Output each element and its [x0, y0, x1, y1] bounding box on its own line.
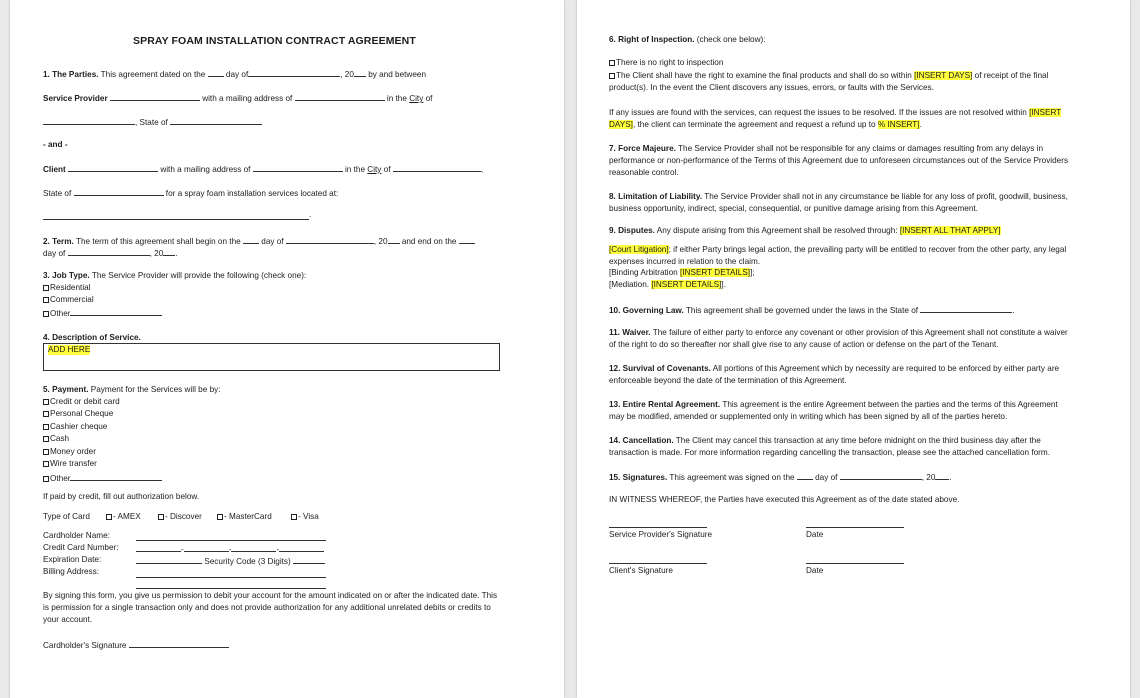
- option-label: - Discover: [165, 512, 202, 521]
- cancellation-paragraph: [609, 435, 1074, 459]
- entire-agreement-text: This agreement is the entire Agreement between the parties and the terms of this Agreement may be modified, amended or supplemented only in writing which has been signed by all of the parties hereto.: [609, 400, 1058, 421]
- signed-month-field[interactable]: [840, 471, 922, 480]
- job-type-text: The Service Provider will provide the following (check one):: [91, 271, 307, 280]
- option-label: Wire transfer: [50, 459, 97, 468]
- security-code-field[interactable]: [293, 555, 325, 564]
- checkbox[interactable]: [43, 424, 49, 430]
- day-field[interactable]: [208, 68, 224, 77]
- inspection-option-examine[interactable]: [609, 70, 1069, 94]
- inspection-heading-line: [609, 35, 766, 45]
- checkbox[interactable]: [43, 461, 49, 467]
- description-box[interactable]: [43, 343, 500, 371]
- checkbox[interactable]: [43, 476, 49, 482]
- inspection-issues-text: [609, 107, 1074, 131]
- insert-details-placeholder: [INSERT DETAILS]: [651, 280, 722, 289]
- option-label: Other: [50, 309, 71, 318]
- entire-agreement-heading: 13. Entire Rental Agreement.: [609, 400, 721, 409]
- issues-text: , the client can terminate the agreement and request a refund up to: [632, 120, 876, 129]
- signatures-line: [609, 471, 952, 483]
- of-label: of: [383, 165, 391, 174]
- option-label: Residential: [50, 283, 91, 292]
- security-code-label: Security Code (3 Digits): [204, 557, 291, 566]
- option-label: Credit or debit card: [50, 397, 120, 406]
- inspection-heading: 6. Right of Inspection.: [609, 35, 695, 44]
- in-the-label: in the: [344, 165, 366, 174]
- disputes-text: Any dispute arising from this Agreement shall be resolved through:: [656, 226, 898, 235]
- description-placeholder: ADD HERE: [48, 345, 91, 354]
- court-litigation-placeholder: [Court Litigation]: [609, 245, 669, 254]
- term-line-2: [43, 247, 178, 259]
- term-text: day of: [261, 237, 284, 246]
- state-label: , State of: [135, 118, 168, 127]
- card-number-field[interactable]: - - -: [136, 543, 324, 555]
- option-label: There is no right to inspection: [616, 58, 724, 67]
- option-label: Money order: [50, 447, 96, 456]
- mailing-address-label: with a mailing address of: [202, 94, 293, 103]
- governing-state-field[interactable]: [920, 304, 1015, 315]
- document-title: SPRAY FOAM INSTALLATION CONTRACT AGREEMENT: [133, 35, 416, 47]
- option-label: Cashier cheque: [50, 422, 108, 431]
- location-field[interactable]: [43, 219, 309, 220]
- card-number-label: Credit Card Number:: [43, 543, 119, 552]
- option-label: - AMEX: [113, 512, 141, 521]
- term-start-day-field[interactable]: [243, 235, 259, 244]
- mediation-text: [Mediation.: [609, 280, 650, 289]
- insert-all-placeholder: [INSERT ALL THAT APPLY]: [899, 226, 1001, 235]
- survival-paragraph: [609, 363, 1074, 387]
- year-field[interactable]: [354, 68, 366, 77]
- state-label: State of: [43, 189, 72, 198]
- service-provider-signature-label: Service Provider's Signature: [609, 530, 713, 539]
- term-text: The term of this agreement shall begin on the: [75, 237, 241, 246]
- checkbox[interactable]: [217, 514, 223, 520]
- insert-percent-placeholder: % INSERT]: [877, 120, 920, 129]
- checkbox[interactable]: [609, 60, 615, 66]
- option-label: Cash: [50, 434, 70, 443]
- term-start-month-field[interactable]: [286, 235, 374, 244]
- cardholder-signature-line: [43, 639, 229, 651]
- payment-option[interactable]: [43, 434, 69, 444]
- option-label: - MasterCard: [224, 512, 272, 521]
- card-type-visa[interactable]: [291, 512, 319, 522]
- cardholder-signature-label: Cardholder's Signature: [43, 641, 127, 650]
- document-page-1: [10, 0, 564, 698]
- liability-text: The Service Provider shall not in any circumstance be liable for any loss of profit, goodwill, business, business opportunity, indirect, special, consequential, or punitive damage arising from this Agreement.: [609, 192, 1068, 213]
- city-label: City: [367, 165, 382, 174]
- entire-agreement-paragraph: [609, 399, 1074, 423]
- waiver-paragraph: [609, 327, 1074, 351]
- payment-option[interactable]: [43, 447, 96, 457]
- billing-address-field[interactable]: [136, 577, 326, 578]
- disputes-heading: 9. Disputes.: [609, 226, 655, 235]
- payment-line: [43, 385, 221, 395]
- term-end-day-field[interactable]: [459, 235, 475, 244]
- parties-heading: 1. The Parties.: [43, 70, 99, 79]
- liability-heading: 8. Limitation of Liability.: [609, 192, 703, 201]
- force-majeure-text: The Service Provider shall not be responsible for any claims or damages resulting from any delays in performance or non-performance of the Terms of this Agreement due to unforeseen circumstances out of the Service Providers reasonable control.: [609, 144, 1069, 177]
- litigation-body: ; if either Party brings legal action, the prevailing party will be entitled to recover from the other party, any legal expenses incurred in relation to the claim.: [609, 245, 1067, 266]
- litigation-text: [609, 244, 1074, 268]
- service-provider-state-field[interactable]: [170, 116, 262, 125]
- card-type-discover[interactable]: [158, 512, 202, 522]
- term-line-1: [43, 235, 475, 247]
- card-type-label: Type of Card: [43, 512, 90, 521]
- and-separator: - and -: [43, 140, 68, 149]
- cardholder-name-label: Cardholder Name:: [43, 531, 110, 540]
- witness-text: IN WITNESS WHEREOF, the Parties have executed this Agreement as of the date stated above.: [609, 495, 960, 504]
- expiration-field[interactable]: [136, 555, 202, 564]
- parties-text: by and between: [368, 70, 426, 79]
- service-provider-city-field[interactable]: [43, 116, 135, 125]
- city-label: City: [409, 94, 424, 103]
- mediation-text: ].: [721, 280, 726, 289]
- option-label: The Client shall have the right to examine the final products and shall do so within: [616, 71, 912, 80]
- force-majeure-heading: 7. Force Majeure.: [609, 144, 676, 153]
- location-label: for a spray foam installation services located at:: [165, 189, 339, 198]
- service-provider-name-field[interactable]: [110, 92, 200, 101]
- credit-note: If paid by credit, fill out authorization below.: [43, 492, 200, 501]
- month-field[interactable]: [248, 68, 340, 77]
- checkbox[interactable]: [43, 449, 49, 455]
- client-date-field[interactable]: [806, 563, 904, 564]
- service-provider-date-label: Date: [806, 530, 824, 539]
- inspection-text: (check one below):: [696, 35, 766, 44]
- survival-heading: 12. Survival of Covenants.: [609, 364, 711, 373]
- client-state-field[interactable]: [74, 187, 164, 196]
- document-page-2: [577, 0, 1130, 698]
- service-provider-address-field[interactable]: [295, 92, 385, 101]
- issues-text: .: [919, 120, 922, 129]
- payment-option[interactable]: [43, 422, 107, 432]
- payment-option[interactable]: [43, 409, 113, 419]
- option-label: Commercial: [50, 295, 94, 304]
- waiver-text: The failure of either party to enforce any covenant or other provision of this Agreement shall not constitute a waiver of the right to do so thereafter nor shall give rise to any cause of action or defense on the part of the Tenant.: [609, 328, 1068, 349]
- governing-law-heading: 10. Governing Law.: [609, 306, 684, 315]
- option-label: - Visa: [298, 512, 319, 521]
- card-type-amex[interactable]: [106, 512, 141, 522]
- checkbox[interactable]: [43, 411, 49, 417]
- client-name-field[interactable]: [68, 163, 158, 172]
- service-provider-date-field[interactable]: [806, 527, 904, 528]
- parties-text: , 20: [340, 70, 354, 79]
- payment-text: Payment for the Services will be by:: [90, 385, 221, 394]
- billing-address-label: Billing Address:: [43, 567, 99, 576]
- signatures-text: day of: [815, 473, 838, 482]
- term-text: day of: [43, 249, 66, 258]
- client-signature-field[interactable]: [609, 563, 707, 564]
- checkbox[interactable]: [106, 514, 112, 520]
- liability-paragraph: [609, 191, 1074, 215]
- client-signature-label: Client's Signature: [609, 566, 673, 575]
- job-type-option[interactable]: [43, 295, 94, 305]
- term-heading: 2. Term.: [43, 237, 74, 246]
- parties-text: This agreement dated on the: [100, 70, 206, 79]
- client-date-label: Date: [806, 566, 824, 575]
- checkbox[interactable]: [43, 311, 49, 317]
- insert-details-placeholder: [INSERT DETAILS]: [680, 268, 751, 277]
- service-provider-signature-field[interactable]: [609, 527, 707, 528]
- job-type-heading: 3. Job Type.: [43, 271, 90, 280]
- authorization-text: By signing this form, you give us permission to debit your account for the amount indicated on or after the indicated date. This is permission for a single transaction only and does not provide authorization for any additional unrelated debits or credits to your account.: [43, 591, 498, 624]
- force-majeure-paragraph: [609, 143, 1069, 179]
- arbitration-text: ];: [750, 268, 755, 277]
- parties-line-1: [43, 68, 426, 80]
- signed-year-field[interactable]: [935, 471, 952, 482]
- payment-other-field[interactable]: [70, 472, 162, 481]
- option-label: Personal Cheque: [50, 409, 114, 418]
- checkbox[interactable]: [43, 297, 49, 303]
- option-label: of receipt of the final product(s). In the event the Client discovers any issues, errors, or faults with the Services.: [609, 71, 1049, 92]
- checkbox[interactable]: [609, 73, 615, 79]
- billing-address-field-2[interactable]: [136, 588, 326, 589]
- client-label: Client: [43, 165, 66, 174]
- term-text: , 20: [373, 237, 388, 246]
- term-end-year-field[interactable]: [163, 247, 178, 258]
- term-text: , 20: [149, 249, 164, 258]
- client-address-field[interactable]: [253, 163, 343, 172]
- governing-law-line: [609, 304, 1015, 316]
- service-provider-label: Service Provider: [43, 94, 108, 103]
- insert-days-placeholder: [INSERT DAYS]: [609, 108, 1062, 129]
- survival-text: All portions of this Agreement which by necessity are required to be enforced by either party are enforceable beyond the date of the termination of this Agreement.: [609, 364, 1060, 385]
- payment-option[interactable]: [43, 397, 120, 407]
- service-provider-state-line: [43, 116, 262, 128]
- waiver-heading: 11. Waiver.: [609, 328, 651, 337]
- of-label: of: [425, 94, 433, 103]
- checkbox[interactable]: [43, 285, 49, 291]
- term-text: and end on the: [401, 237, 457, 246]
- client-city-field[interactable]: [393, 163, 481, 172]
- term-end-month-field[interactable]: [68, 247, 150, 256]
- service-provider-line: [43, 92, 432, 104]
- in-the-label: in the: [386, 94, 407, 103]
- expiration-row: [136, 555, 325, 567]
- cardholder-signature-field[interactable]: [129, 639, 229, 648]
- inspection-option-none[interactable]: [609, 58, 723, 68]
- arbitration-text: [Binding Arbitration: [609, 268, 678, 277]
- mediation-line: [609, 280, 726, 290]
- term-start-year-field[interactable]: [388, 235, 400, 244]
- checkbox[interactable]: [43, 436, 49, 442]
- signatures-text: , 20: [921, 473, 936, 482]
- checkbox[interactable]: [43, 399, 49, 405]
- payment-option[interactable]: [43, 472, 162, 484]
- signatures-heading: 15. Signatures.: [609, 473, 668, 482]
- cancellation-text: The Client may cancel this transaction at any time before midnight on the third business day after the transaction is made. For more information regarding cancelling the transaction, please see the attached cancellation form.: [609, 436, 1050, 457]
- job-type-option[interactable]: [43, 307, 162, 319]
- job-type-option[interactable]: [43, 283, 91, 293]
- expiration-label: Expiration Date:: [43, 555, 102, 564]
- option-label: Other: [50, 474, 71, 483]
- issues-text: If any issues are found with the services, can request the issues to be resolved. If the issues are not resolved within: [609, 108, 1027, 117]
- signatures-text: .: [949, 473, 952, 482]
- arbitration-line: [609, 268, 755, 278]
- client-line: Client with a mailing address of in the City of ,: [43, 165, 484, 174]
- job-type-line: [43, 271, 306, 281]
- description-heading: 4. Description of Service.: [43, 333, 141, 342]
- checkbox[interactable]: [291, 514, 297, 520]
- parties-text: day of: [225, 70, 249, 79]
- governing-law-text: .: [1012, 306, 1015, 315]
- payment-option[interactable]: [43, 459, 97, 469]
- governing-law-text: This agreement shall be governed under the laws in the State of: [685, 306, 919, 315]
- location-period: .: [309, 210, 312, 219]
- job-type-other-field[interactable]: [70, 307, 162, 316]
- signatures-text: This agreement was signed on the: [669, 473, 795, 482]
- disputes-line: [609, 226, 1001, 236]
- payment-heading: 5. Payment.: [43, 385, 89, 394]
- term-text: .: [175, 249, 178, 258]
- cardholder-name-field[interactable]: [136, 540, 326, 541]
- checkbox[interactable]: [158, 514, 164, 520]
- cancellation-heading: 14. Cancellation.: [609, 436, 674, 445]
- mailing-address-label: with a mailing address of: [160, 165, 251, 174]
- client-state-line: [43, 187, 338, 199]
- signed-day-field[interactable]: [797, 471, 813, 480]
- card-type-mastercard[interactable]: [217, 512, 272, 522]
- insert-days-placeholder: [INSERT DAYS]: [914, 71, 973, 80]
